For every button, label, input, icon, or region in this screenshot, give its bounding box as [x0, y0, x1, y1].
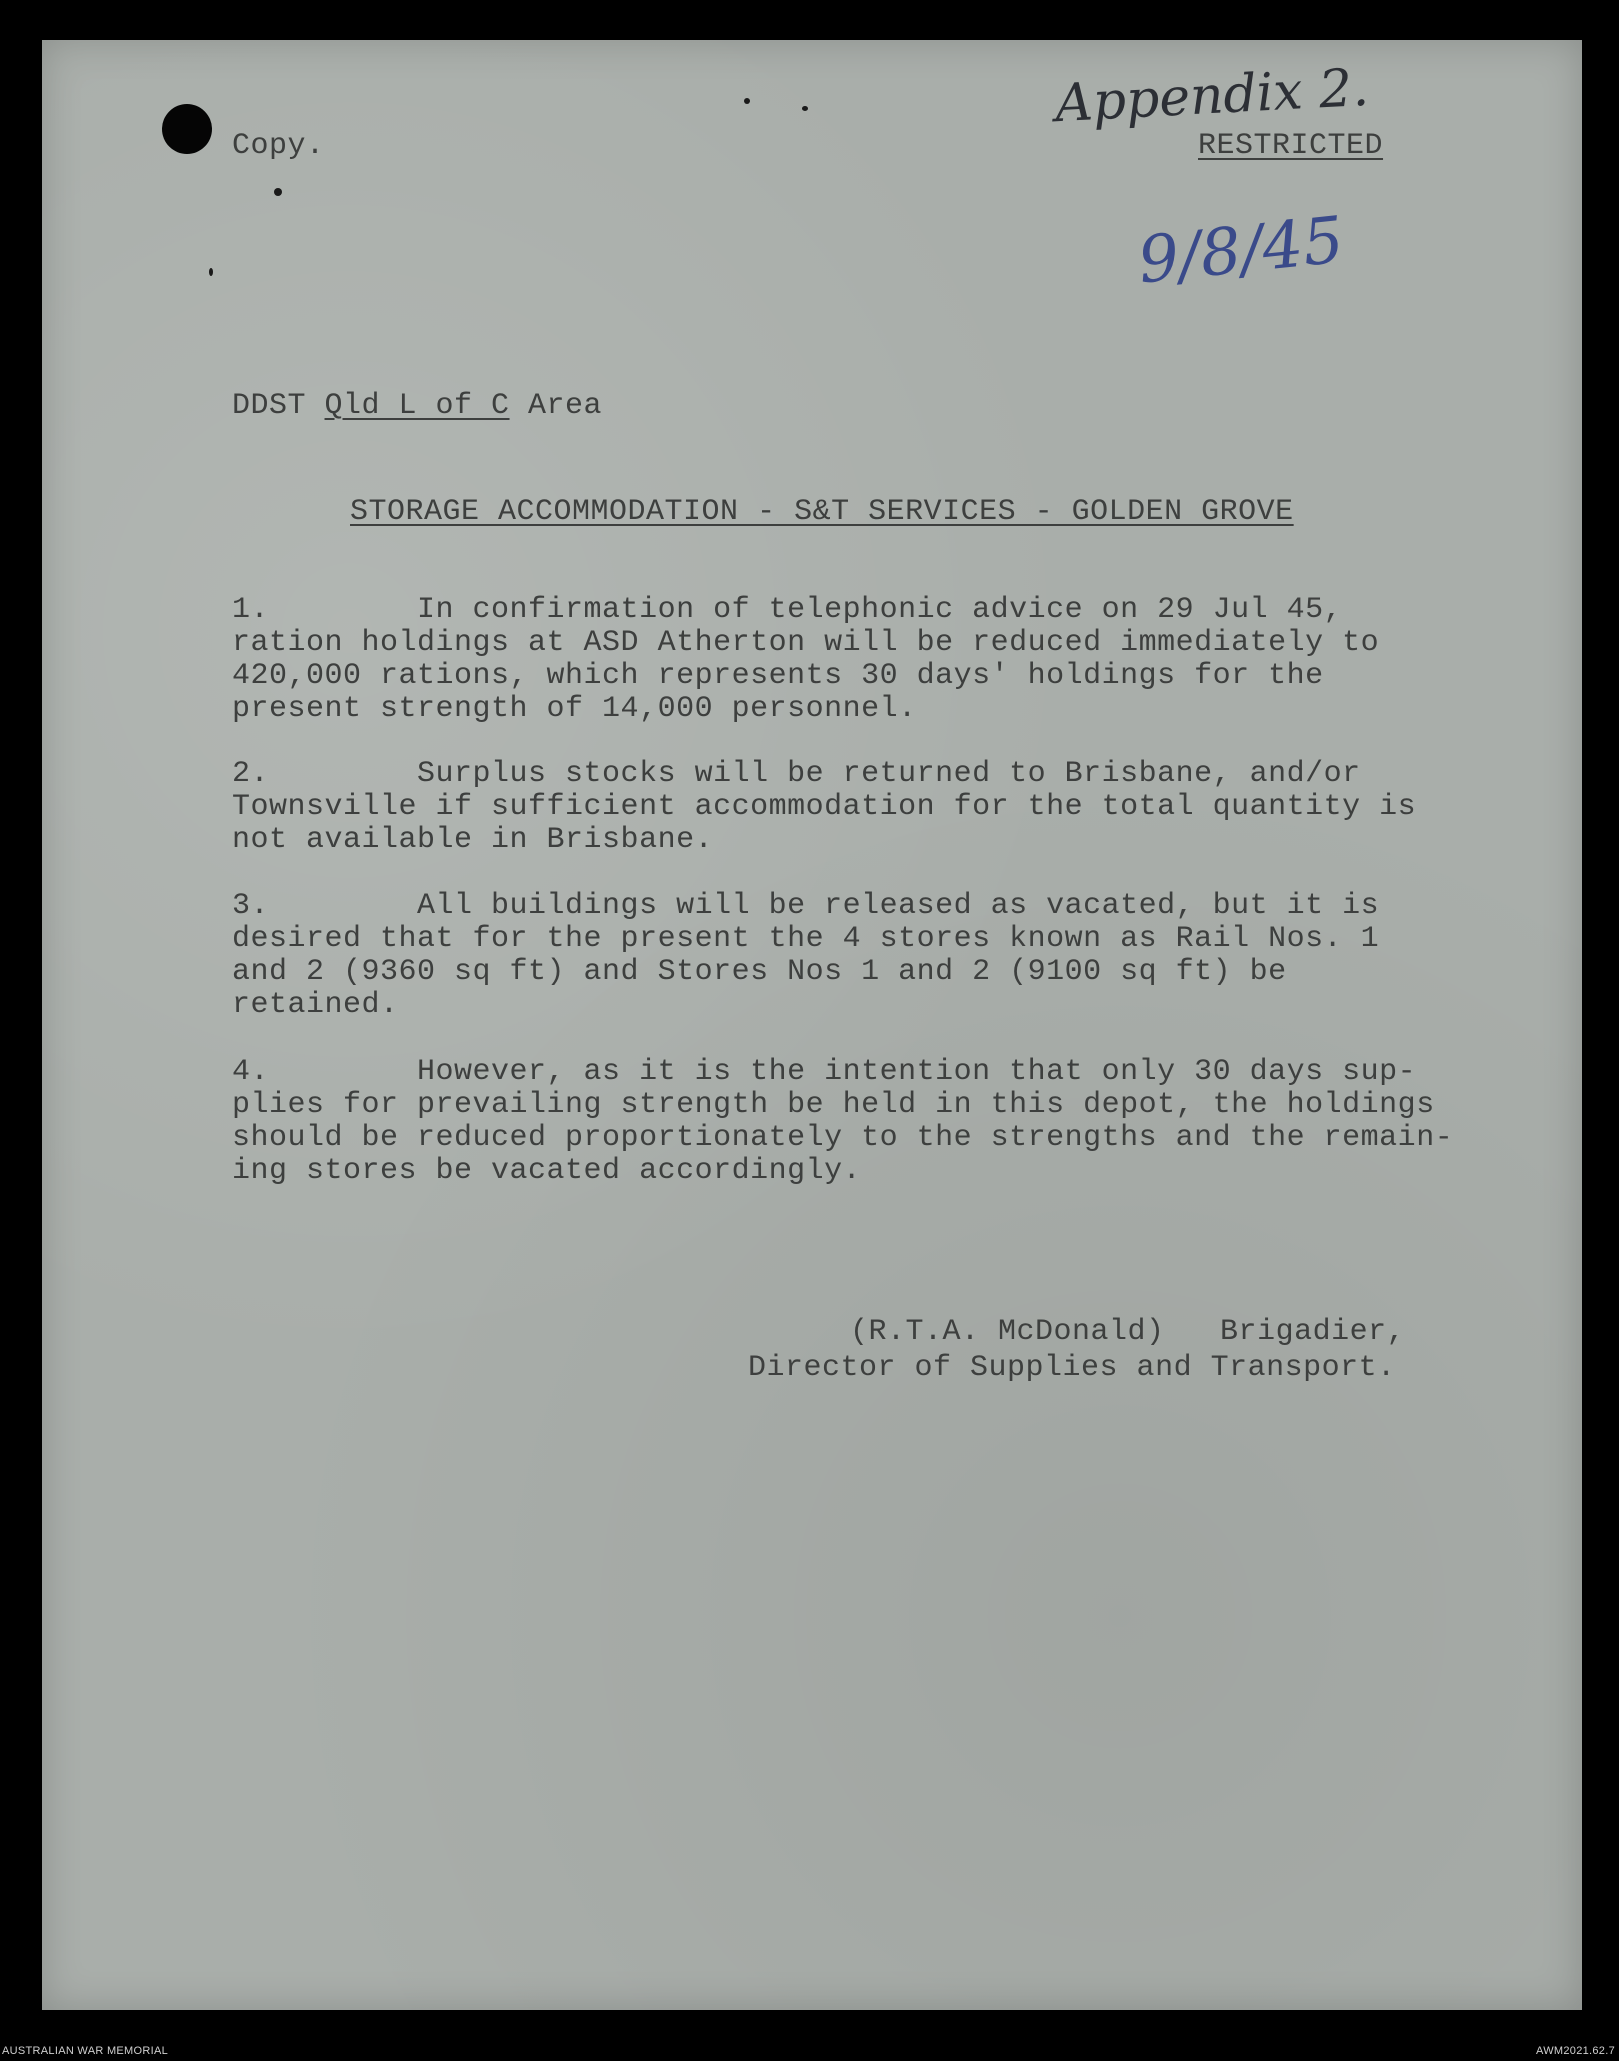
paragraph-line: 1. In confirmation of telephonic advice on 29 Jul 45, — [232, 593, 1343, 627]
signature-name: (R.T.A. McDonald) Brigadier, — [850, 1315, 1406, 1349]
footer-source: AUSTRALIAN WAR MEMORIAL — [2, 2045, 169, 2057]
paragraph-line: plies for prevailing strength be held in this depot, the holdings — [232, 1088, 1435, 1122]
subject-heading: STORAGE ACCOMMODATION - S&T SERVICES - GOLDEN GROVE — [350, 495, 1294, 529]
paragraph-line: 2. Surplus stocks will be returned to Brisbane, and/or — [232, 757, 1361, 791]
addressee: DDST Qld L of C Area — [232, 389, 603, 423]
classification-label: RESTRICTED — [1198, 129, 1384, 163]
handwritten-appendix-annotation: Appendix 2. — [1053, 57, 1371, 135]
paragraph-line: ing stores be vacated accordingly. — [232, 1154, 862, 1188]
paragraph-line: 4. However, as it is the intention that only 30 days sup- — [232, 1055, 1417, 1089]
punch-hole — [162, 104, 212, 154]
paragraph-1 — [232, 594, 1379, 726]
speck — [802, 106, 808, 111]
paragraph-line: not available in Brisbane. — [232, 823, 714, 857]
paragraph-4 — [232, 1056, 1453, 1188]
speck — [274, 188, 282, 196]
speck — [744, 98, 750, 104]
handwritten-date-annotation: 9/8/45 — [1134, 203, 1348, 299]
paragraph-line: desired that for the present the 4 stores known as Rail Nos. 1 — [232, 922, 1380, 956]
addressee-underlined: Qld L of C — [324, 389, 510, 423]
paragraph-line: retained. — [232, 988, 399, 1022]
paragraph-line: present strength of 14,000 personnel. — [232, 692, 917, 726]
copy-label: Copy. — [232, 129, 325, 163]
paragraph-line: Townsville if sufficient accommodation for the total quantity is — [232, 790, 1417, 824]
paragraph-line: and 2 (9360 sq ft) and Stores Nos 1 and 2 (9100 sq ft) be — [232, 955, 1287, 989]
document-page — [42, 40, 1582, 2010]
paragraph-3 — [232, 890, 1379, 1022]
paragraph-line: should be reduced proportionately to the strengths and the remain- — [232, 1121, 1454, 1155]
paragraph-line: 420,000 rations, which represents 30 days' holdings for the — [232, 659, 1324, 693]
speck — [209, 268, 213, 276]
paragraph-line: 3. All buildings will be released as vacated, but it is — [232, 889, 1380, 923]
paragraph-line: ration holdings at ASD Atherton will be reduced immediately to — [232, 626, 1380, 660]
footer-accession: AWM2021.62.7 — [1535, 2045, 1615, 2057]
signature-title: Director of Supplies and Transport. — [748, 1351, 1396, 1385]
paragraph-2 — [232, 758, 1416, 857]
